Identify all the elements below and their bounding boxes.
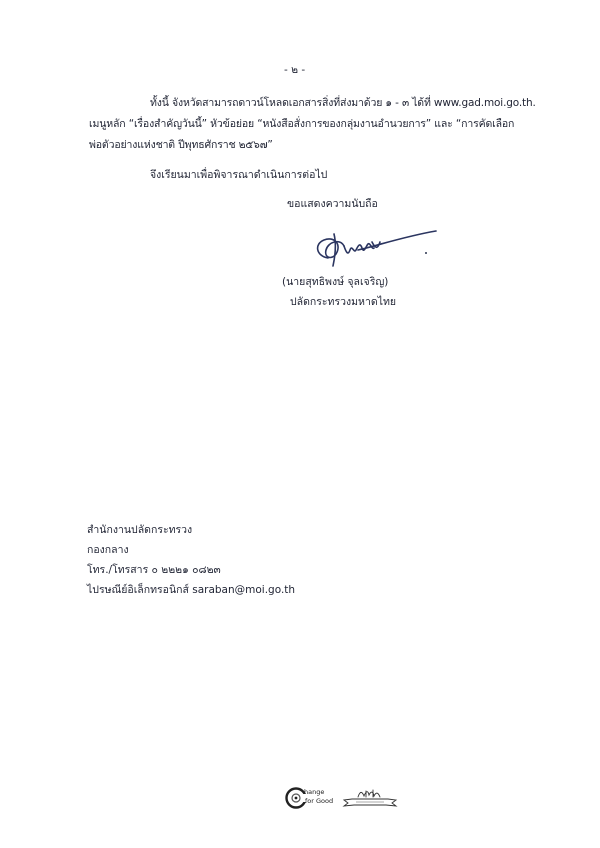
contact-division: กองกลาง — [87, 544, 129, 556]
body-paragraph-1-line-1: ทั้งนี้ จังหวัดสามารถดาวน์โหลดเอกสารสิ่งที่ส่งมาด้วย ๑ - ๓ ได้ที่ www.gad.moi.go.th. — [150, 97, 536, 109]
change-logo-text-1: hange — [304, 788, 325, 796]
change-logo-text-2: for Good — [305, 797, 334, 805]
signature-dot — [425, 252, 427, 254]
contact-email: ไปรษณีย์อิเล็กทรอนิกส์ saraban@moi.go.th — [87, 584, 296, 596]
closing-salutation: ขอแสดงความนับถือ — [287, 198, 378, 210]
body-paragraph-1-line-3: พ่อตัวอย่างแห่งชาติ ปีพุทธศักราช ๒๕๖๗” — [89, 139, 273, 151]
contact-phone: โทร./โทรสาร ๐ ๒๒๒๑ ๐๘๒๓ — [87, 564, 221, 576]
page-number: - ๒ - — [284, 64, 306, 76]
signatory-name: (นายสุทธิพงษ์ จุลเจริญ) — [282, 276, 389, 288]
signatory-position: ปลัดกระทรวงมหาดไทย — [290, 296, 397, 308]
ministry-ribbon-logo-icon — [340, 787, 400, 809]
body-paragraph-2: จึงเรียนมาเพื่อพิจารณาดำเนินการต่อไป — [150, 169, 328, 181]
body-paragraph-1-line-2: เมนูหลัก “เรื่องสำคัญวันนี้” หัวข้อย่อย “หนังสือสั่งการของกลุ่มงานอำนวยการ” และ “การคัดเลือก — [89, 118, 515, 130]
contact-office: สำนักงานปลัดกระทรวง — [87, 524, 193, 536]
handwritten-signature — [306, 228, 446, 268]
